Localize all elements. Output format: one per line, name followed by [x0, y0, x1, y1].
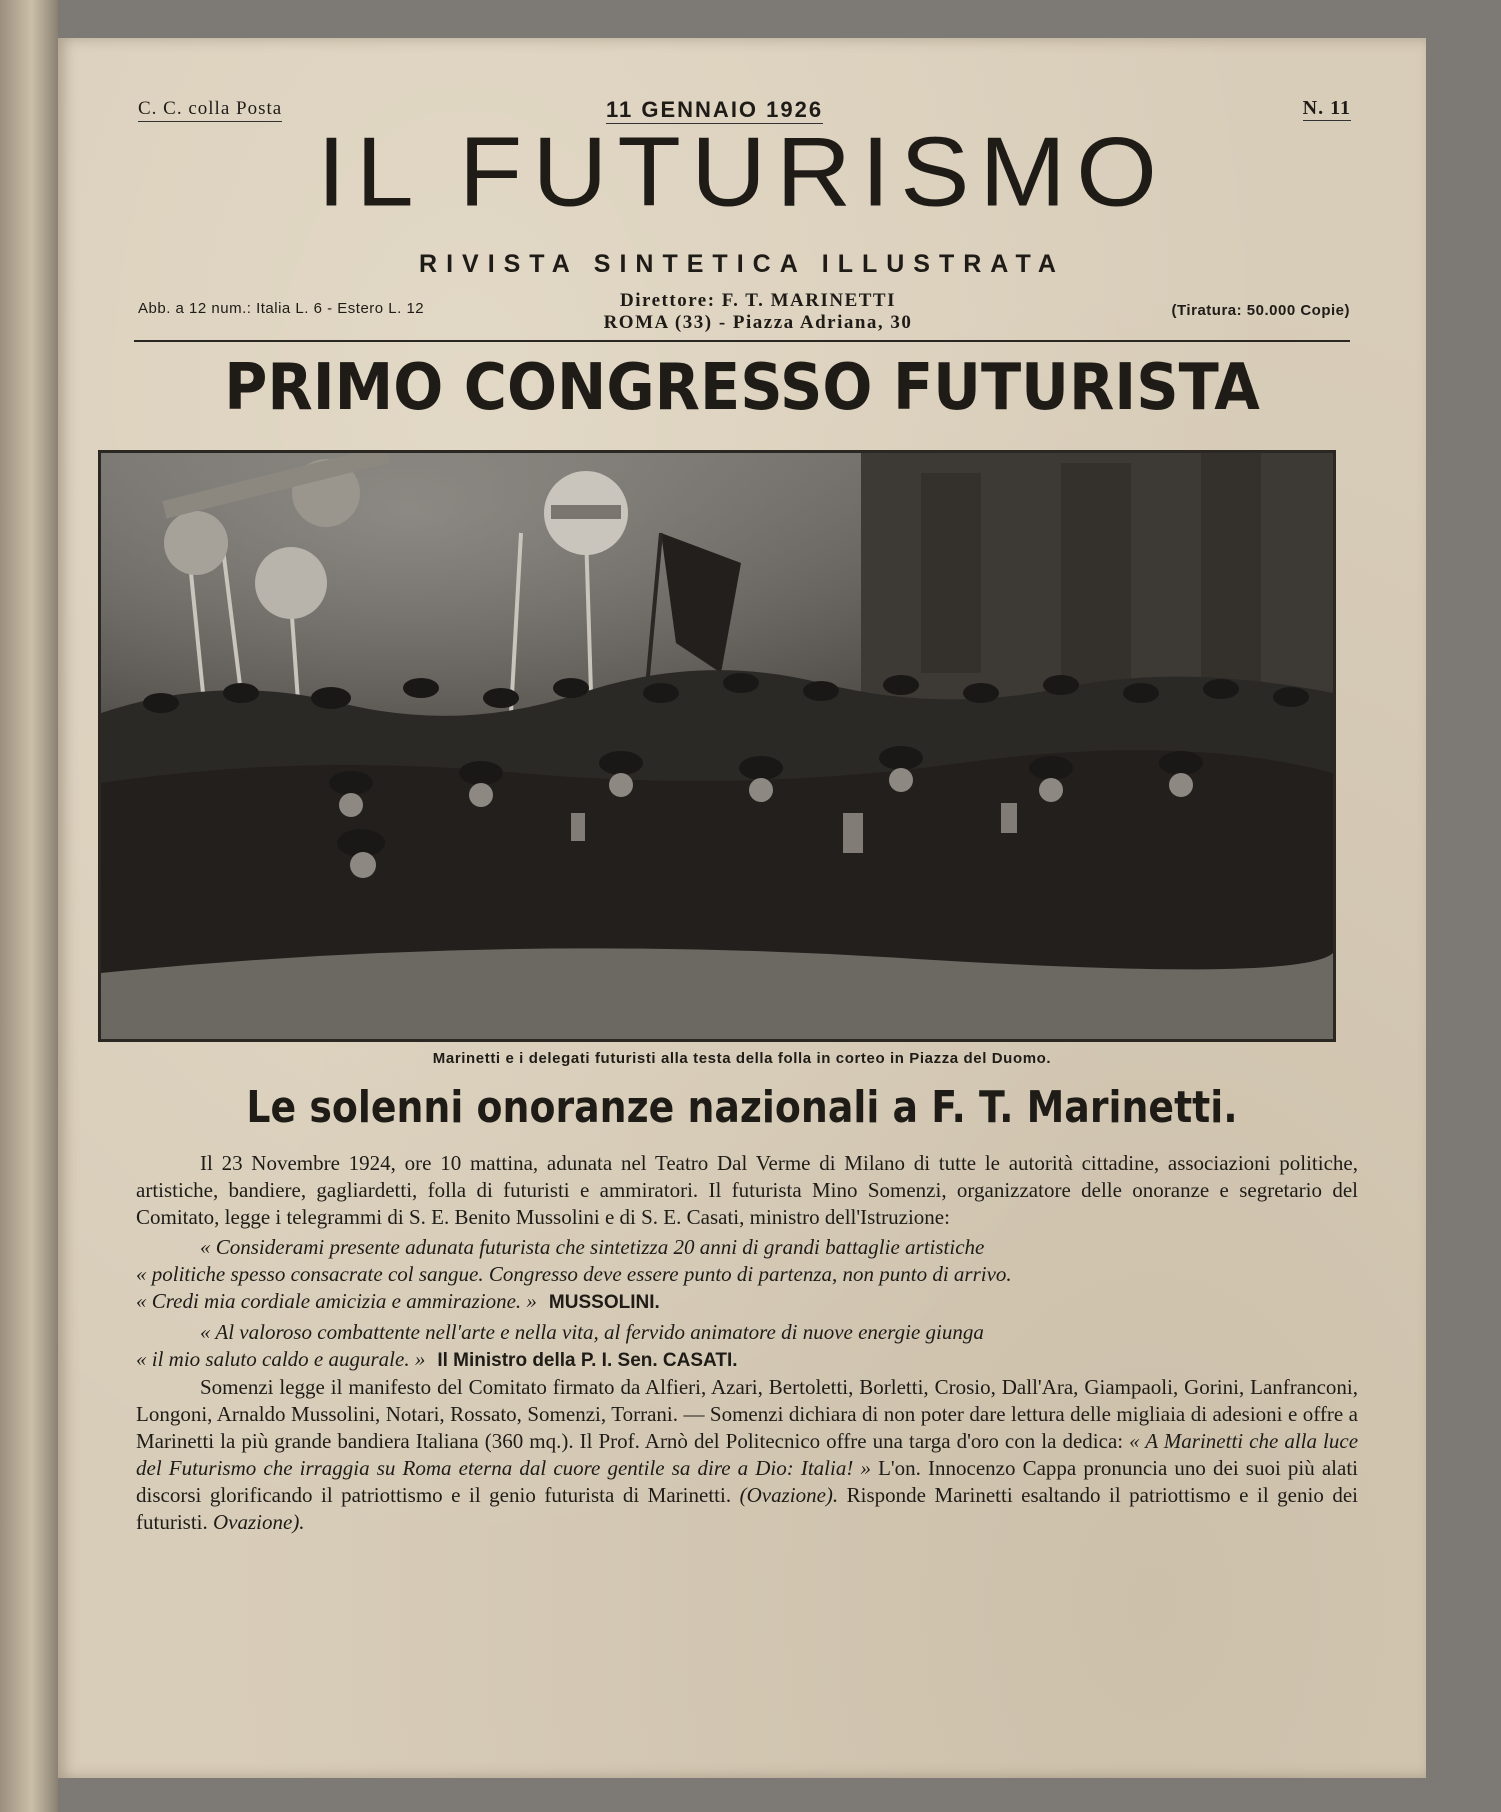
subscription-info: Abb. a 12 num.: Italia L. 6 - Estero L. 12	[138, 300, 425, 317]
telegram-casati	[136, 1319, 1358, 1374]
telegram-mussolini-line-3: « Credi mia cordiale amicizia e ammirazione. »	[136, 1289, 537, 1313]
ceremony-text-c: Risponde Marinetti esaltando il patriottismo e il genio dei futuristi.	[136, 1483, 1359, 1534]
ceremony-text-a: Somenzi legge il manifesto del Comitato firmato da Alfieri, Azari, Bertoletti, Borletti, Crosio, Dall'Ara, Giampaoli, Gorini, Lanfranconi, Longoni, Arnaldo Mussolini, Notari, Rossato, Somenzi, Torrani. — Somenzi dichiara di non poter dare lettura delle migliaia di adesioni e offre a Marinetti la più grande bandiera Italiana (360 mq.). Il Prof. Arnò del Politecnico offre una targa d'oro con la dedica:	[136, 1375, 1358, 1453]
adjacent-page-edge	[0, 0, 58, 1812]
article-body	[136, 1150, 1358, 1536]
telegram-mussolini-line-1: « Considerami presente adunata futurista che sintetizza 20 anni di grandi battaglie artistiche	[200, 1235, 985, 1259]
article-title: Le solenni onoranze nazionali a F. T. Marinetti.	[246, 1082, 1238, 1133]
editorial-address: ROMA (33) - Piazza Adriana, 30	[603, 312, 913, 333]
signature-casati: Il Ministro della P. I. Sen. CASATI.	[437, 1350, 738, 1371]
telegram-mussolini-line-2: « politiche spesso consacrate col sangue. Congresso deve essere punto di partenza, non punto di arrivo.	[136, 1262, 1012, 1286]
postal-note: C. C. colla Posta	[138, 98, 282, 122]
plaque-dedication: « A Marinetti che alla luce del Futurismo che irraggia su Roma eterna dal cuore gentile sa dire a Dio: Italia! »	[136, 1429, 1359, 1480]
masthead-rule	[134, 340, 1350, 342]
parade-photograph	[98, 450, 1336, 1042]
main-headline: PRIMO CONGRESSO FUTURISTA	[224, 351, 1260, 425]
ovation-note-2: Ovazione).	[213, 1510, 305, 1534]
magazine-page	[58, 38, 1426, 1778]
issue-date: 11 GENNAIO 1926	[606, 97, 824, 122]
telegram-casati-line-2: « il mio saluto caldo e augurale. »	[136, 1347, 426, 1371]
paragraph-ceremony	[136, 1374, 1358, 1536]
circulation-info: (Tiratura: 50.000 Copie)	[1171, 302, 1350, 319]
issue-number: N. 11	[1302, 97, 1351, 119]
magazine-subtitle: RIVISTA SINTETICA ILLUSTRATA	[419, 250, 1065, 278]
paragraph-intro: Il 23 Novembre 1924, ore 10 mattina, adunata nel Teatro Dal Verme di Milano di tutte le autorità cittadine, associazioni politiche, artistiche, bandiere, gagliardetti, folla di futuristi e ammiratori. Il futurista Mino Somenzi, organizzatore delle onoranze e segretario del Comitato, legge i telegrammi di S. E. Benito Mussolini e di S. E. Casati, ministro dell'Istruzione:	[136, 1151, 1358, 1229]
telegram-mussolini	[136, 1234, 1358, 1316]
director-block	[578, 290, 938, 334]
magazine-title: IL FUTURISMO	[317, 116, 1167, 228]
signature-mussolini: MUSSOLINI.	[548, 1292, 660, 1313]
director-name: Direttore: F. T. MARINETTI	[620, 290, 896, 311]
ceremony-text-b: L'on. Innocenzo Cappa pronuncia uno dei suoi più alati discorsi glorificando il patriottismo e il genio futurista di Marinetti.	[136, 1456, 1358, 1507]
photo-caption: Marinetti e i delegati futuristi alla testa della folla in corteo in Piazza del Duomo.	[432, 1050, 1052, 1067]
crowd-photo-illustration	[101, 453, 1333, 1039]
telegram-casati-line-1: « Al valoroso combattente nell'arte e nella vita, al fervido animatore di nuove energie giunga	[200, 1320, 984, 1344]
ovation-note-1: (Ovazione).	[739, 1483, 839, 1507]
